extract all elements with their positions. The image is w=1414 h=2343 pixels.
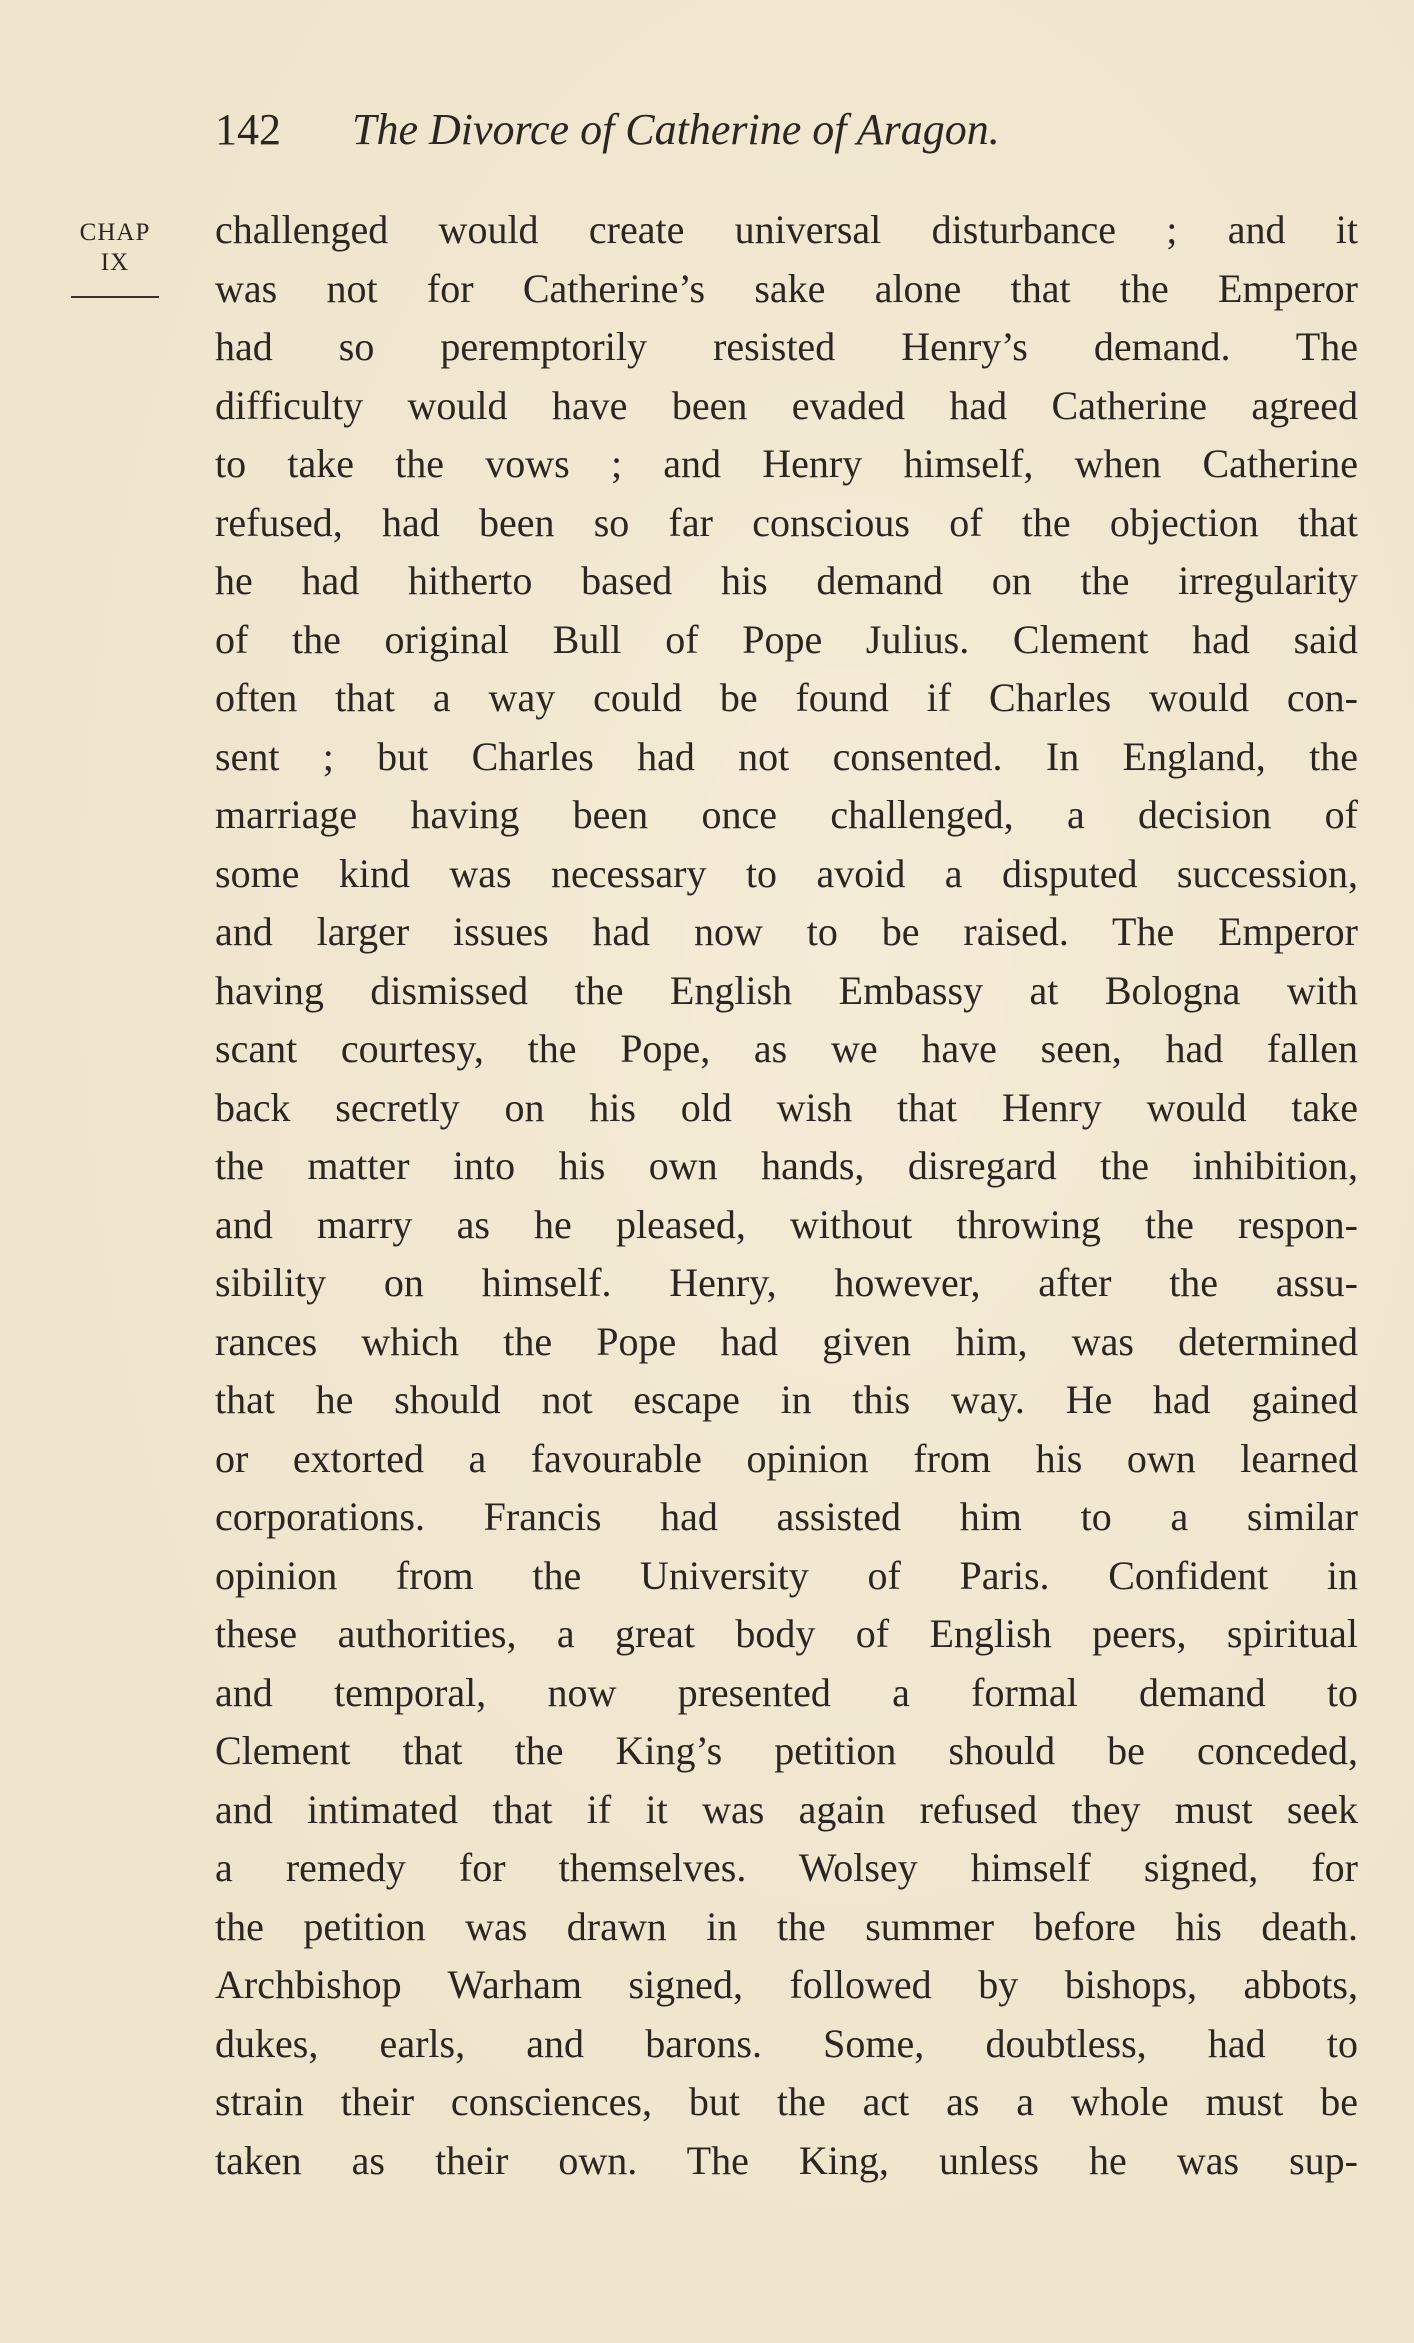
text-line: was not for Catherine’s sake alone that the Emperor bbox=[215, 265, 1358, 311]
text-line: the petition was drawn in the summer before his death. bbox=[215, 1903, 1358, 1949]
text-line: scant courtesy, the Pope, as we have seen, had fallen bbox=[215, 1026, 1358, 1071]
text-line: Clement that the King’s petition should be conceded, bbox=[215, 1728, 1358, 1773]
text-line: refused, had been so far conscious of the objection that bbox=[215, 499, 1358, 545]
running-title: The Divorce of Catherine of Aragon. bbox=[352, 105, 1000, 154]
text-line: these authorities, a great body of English peers, spiritual bbox=[215, 1611, 1358, 1656]
chapter-label: CHAP bbox=[79, 219, 151, 246]
text-line: sibility on himself. Henry, however, after the assu- bbox=[215, 1260, 1358, 1305]
text-line: sent ; but Charles had not consented. In England, the bbox=[215, 733, 1358, 779]
text-line: of the original Bull of Pope Julius. Clement had said bbox=[215, 616, 1358, 662]
text-line: Archbishop Warham signed, followed by bishops, abbots, bbox=[215, 1962, 1358, 2007]
text-line: had so peremptorily resisted Henry’s demand. The bbox=[215, 324, 1358, 369]
text-line: challenged would create universal disturbance ; and it bbox=[215, 207, 1358, 252]
text-line: he had hitherto based his demand on the irregularity bbox=[215, 558, 1358, 603]
chapter-number: IX bbox=[100, 249, 130, 276]
chapter-margin-note bbox=[70, 218, 160, 298]
text-line: and intimated that if it was again refused they must seek bbox=[215, 1786, 1358, 1832]
text-line: to take the vows ; and Henry himself, when Catherine bbox=[215, 441, 1358, 486]
text-line: often that a way could be found if Charles would con- bbox=[215, 675, 1358, 720]
text-line: dukes, earls, and barons. Some, doubtless, had to bbox=[215, 2020, 1358, 2066]
running-head bbox=[215, 100, 1215, 160]
text-line: having dismissed the English Embassy at Bologna with bbox=[215, 967, 1358, 1013]
text-line: some kind was necessary to avoid a disputed succession, bbox=[215, 850, 1358, 896]
text-line: that he should not escape in this way. He had gained bbox=[215, 1377, 1358, 1422]
text-line: marriage having been once challenged, a decision of bbox=[215, 792, 1358, 837]
text-line: and marry as he pleased, without throwing the respon- bbox=[215, 1201, 1358, 1247]
text-line: back secretly on his old wish that Henry would take bbox=[215, 1084, 1358, 1130]
text-line: or extorted a favourable opinion from his own learned bbox=[215, 1435, 1358, 1481]
margin-rule bbox=[71, 296, 159, 298]
text-line: strain their consciences, but the act as a whole must be bbox=[215, 2079, 1358, 2124]
text-line: the matter into his own hands, disregard the inhibition, bbox=[215, 1143, 1358, 1188]
body-text bbox=[215, 201, 1358, 2190]
page-number: 142 bbox=[215, 105, 281, 154]
text-line: taken as their own. The King, unless he was sup- bbox=[215, 2137, 1358, 2183]
text-line: corporations. Francis had assisted him to a similar bbox=[215, 1494, 1358, 1539]
text-line: rances which the Pope had given him, was determined bbox=[215, 1318, 1358, 1364]
text-line: a remedy for themselves. Wolsey himself signed, for bbox=[215, 1845, 1358, 1890]
text-line: and temporal, now presented a formal demand to bbox=[215, 1669, 1358, 1715]
text-line: opinion from the University of Paris. Confident in bbox=[215, 1552, 1358, 1598]
text-line: difficulty would have been evaded had Catherine agreed bbox=[215, 382, 1358, 428]
text-line: and larger issues had now to be raised. The Emperor bbox=[215, 909, 1358, 954]
